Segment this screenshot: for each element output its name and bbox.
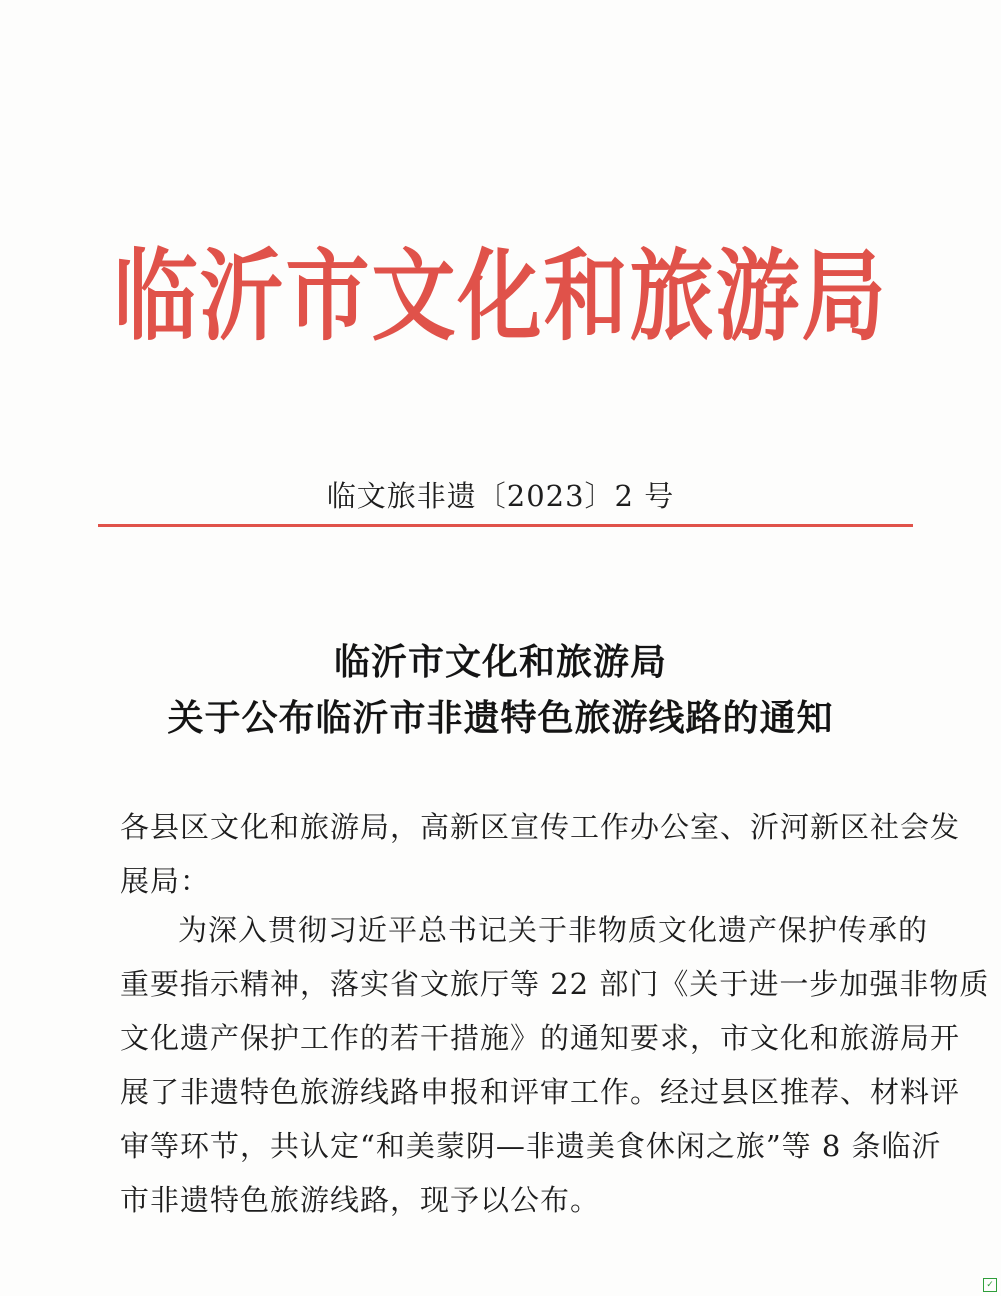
document-number: 临文旅非遗〔2023〕2 号 [326, 479, 675, 513]
paragraph-line: 市非遗特色旅游线路，现予以公布。 [120, 1183, 601, 1217]
paragraph-line: 重要指示精神，落实省文旅厅等 22 部门《关于进一步加强非物质 [120, 967, 990, 1001]
paragraph-line: 文化遗产保护工作的若干措施》的通知要求，市文化和旅游局开 [120, 1021, 961, 1055]
body-paragraph [120, 903, 990, 1227]
addressee-line: 展局： [120, 864, 211, 898]
paragraph-line: 为深入贯彻习近平总书记关于非物质文化遗产保护传承的 [178, 913, 929, 947]
paragraph-line: 审等环节，共认定“和美蒙阴—非遗美食休闲之旅”等 8 条临沂 [120, 1129, 942, 1163]
paragraph-line: 展了非遗特色旅游线路申报和评审工作。经过县区推荐、材料评 [120, 1075, 961, 1109]
red-divider-line [98, 524, 913, 527]
check-icon: ✓ [983, 1278, 997, 1292]
notice-title-line-1: 临沂市文化和旅游局 [333, 642, 667, 683]
addressee-line: 各县区文化和旅游局，高新区宣传工作办公室、沂河新区社会发 [120, 810, 961, 844]
addressee-block [120, 800, 961, 908]
notice-title-line-2: 关于公布临沂市非遗特色旅游线路的通知 [167, 698, 834, 739]
agency-masthead: 临沂市文化和旅游局 [113, 238, 888, 355]
